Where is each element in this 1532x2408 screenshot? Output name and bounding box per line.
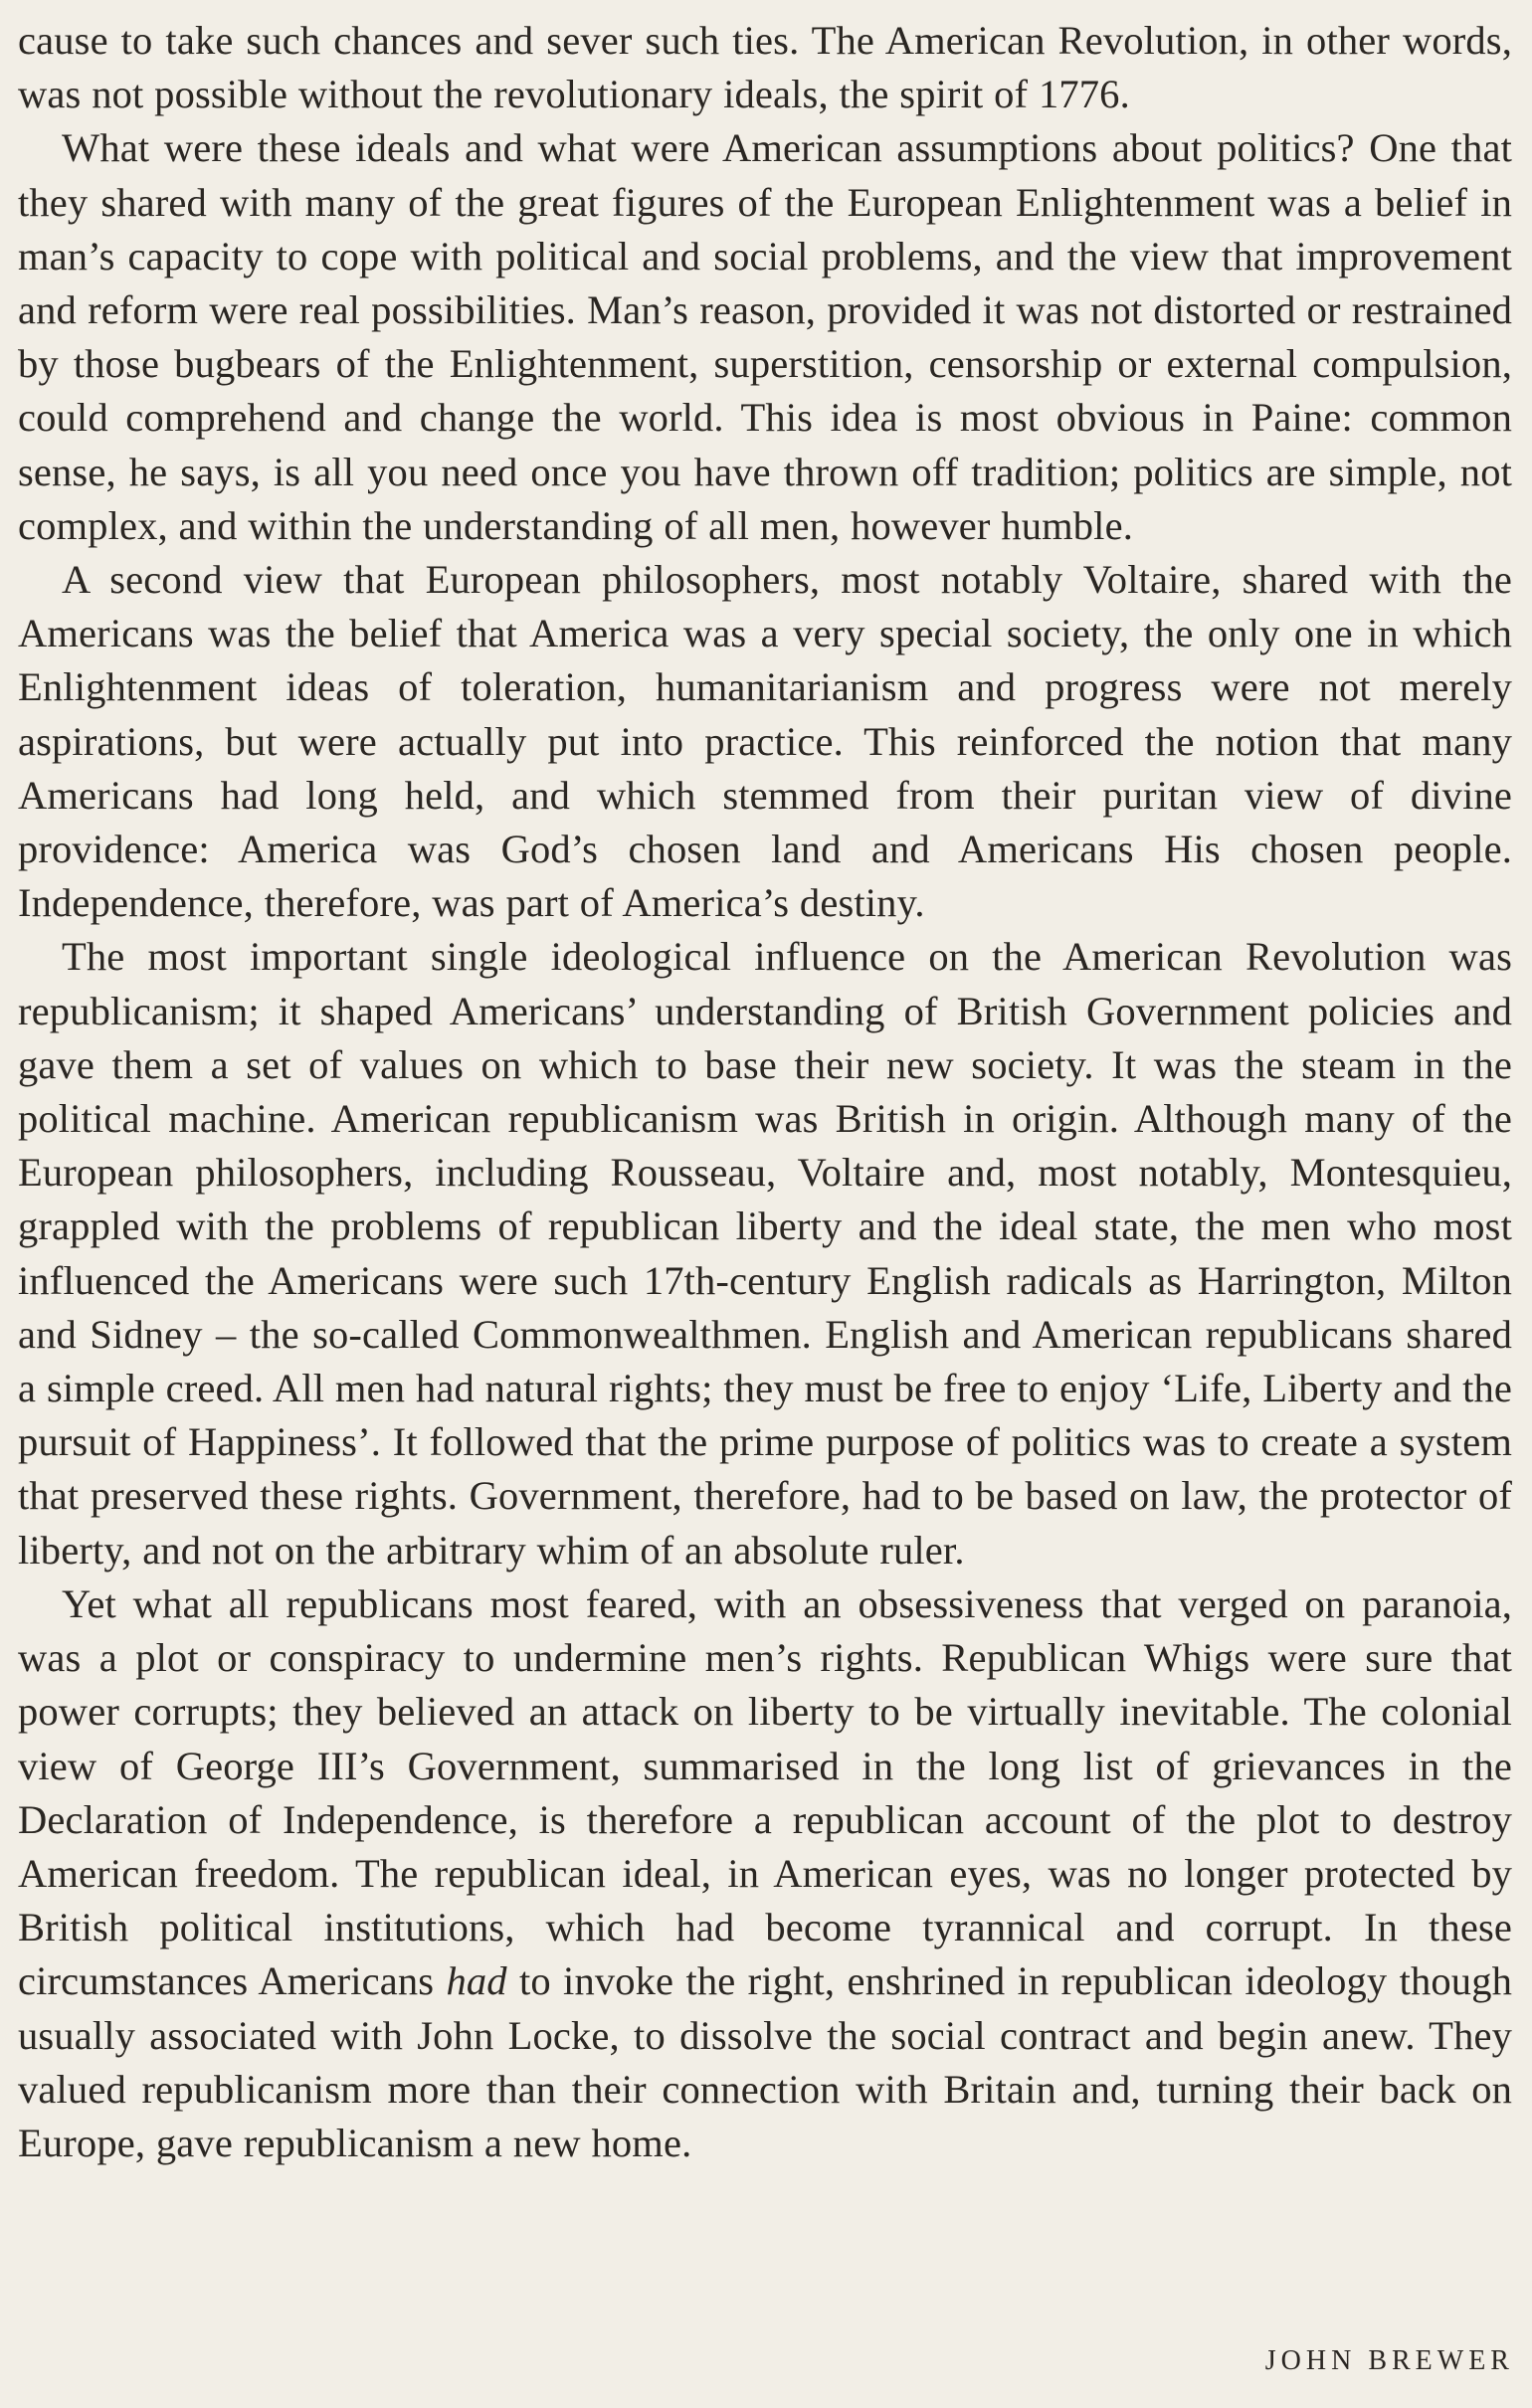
paragraph-5 xyxy=(18,1577,1512,2170)
emphasized-word: had xyxy=(446,1958,507,2004)
paragraph-2: What were these ideals and what were American assumptions about politics? One that they shared with many of the great figures of the European Enlightenment was a belief in man’s capacity to cope with political and social problems, and the view that improvement and reform were real possibilities. Man’s reason, provided it was not distorted or restrained by those bugbears of the Enlightenment, superstition, censorship or external compulsion, could comprehend and change the world. This idea is most obvious in Paine: common sense, he says, is all you need once you have thrown off tradition; politics are simple, not complex, and within the understanding of all men, however humble. xyxy=(18,125,1512,548)
paragraph-3: A second view that European philosophers, most notably Voltaire, shared with the Americans was the belief that America was a very special society, the only one in which Enlightenment ideas of toleration, humanitarianism and progress were not merely aspirations, but were actually put into practice. This reinforced the notion that many Americans had long held, and which stemmed from their puritan view of divine providence: America was God’s chosen land and Americans His chosen people. Independence, therefore, was part of America’s destiny. xyxy=(18,557,1512,926)
author-signature: JOHN BREWER xyxy=(1264,2345,1514,2376)
paragraph-5-text-start: Yet what all republicans most feared, with an obsessiveness that verged on paranoia, was a plot or conspiracy to undermine men’s rights. Republican Whigs were sure that power corrupts; they believed an attack on liberty to be virtually inevitable. The colonial view of George III’s Government, summarised in the long list of grievances in the Declaration of Independence, is therefore a republican account of the plot to destroy American freedom. The republican ideal, in American eyes, was no longer protected by British political institutions, which had become tyrannical and corrupt. In these circumstances Americans xyxy=(18,1580,1512,2004)
paragraph-4: The most important single ideological influence on the American Revolution was republicanism; it shaped Americans’ understanding of British Government policies and gave them a set of values on which to base their new society. It was the steam in the political machine. American republicanism was British in origin. Although many of the European philosophers, including Rousseau, Voltaire and, most notably, Montesquieu, grappled with the problems of republican liberty and the ideal state, the men who most influenced the Americans were such 17th-century English radicals as Harrington, Milton and Sidney – the so-called Commonwealthmen. English and American republicans shared a simple creed. All men had natural rights; they must be free to enjoy ‘Life, Liberty and the pursuit of Happiness’. It followed that the prime purpose of politics was to create a system that preserved these rights. Government, therefore, had to be based on law, the protector of liberty, and not on the arbitrary whim of an absolute ruler. xyxy=(18,934,1512,1573)
paragraph-5-text-end: to invoke the right, enshrined in republican ideology though usually associated with John Locke, to dissolve the social contract and begin anew. They valued republicanism more than their connection with Britain and, turning their back on Europe, gave republicanism a new home. xyxy=(18,1958,1512,2165)
article-body xyxy=(18,14,1512,2170)
paragraph-1: cause to take such chances and sever such ties. The American Revolution, in other words, was not possible without the revolutionary ideals, the spirit of 1776. xyxy=(18,18,1512,117)
